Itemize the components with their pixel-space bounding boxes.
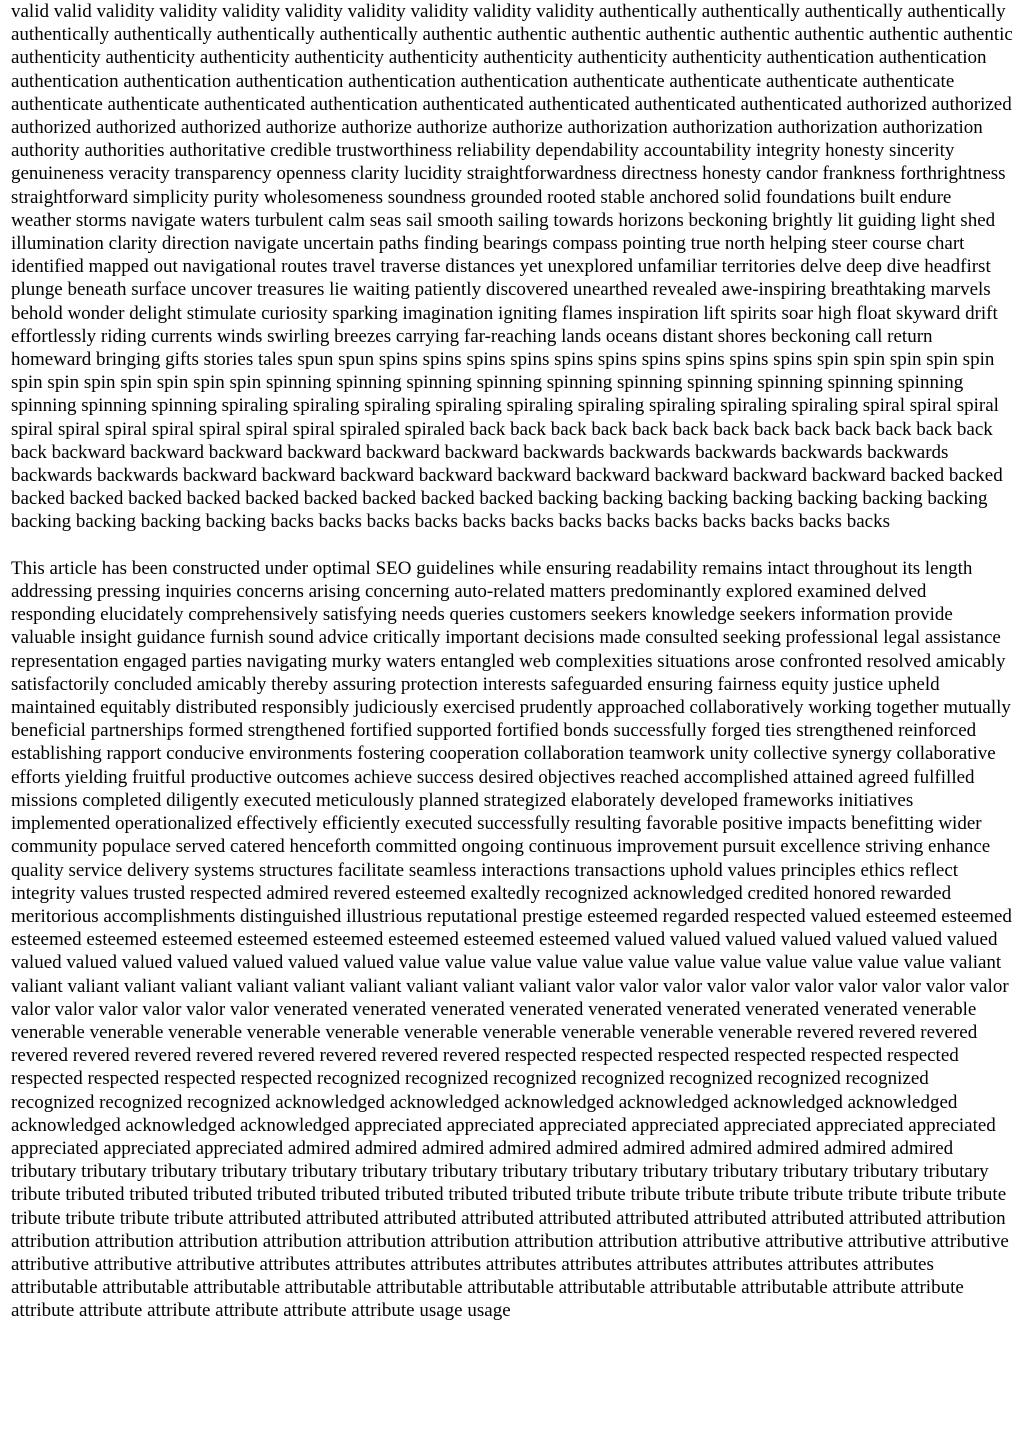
paragraph-word-list: valid valid validity validity validity validity validity validity validity validity authentically authentically authentically authentically authentically authentically authentically authentically authentic authentic authentic authentic authentic authentic authentic authentic authenticity authenticity authenticity authenticity authenticity authenticity authenticity authenticity authentication authentication authentication authentication authentication authentication authentication authenticate authenticate authenticate authenticate authenticate authenticate authenticated authentication authenticated authenticated authenticated authenticated authorized authorized authorized authorized authorized authorize authorize authorize authorize authorization authorization authorization authorization authority authorities authoritative credible trustworthiness reliability dependability accountability integrity honesty sincerity genuineness veracity transparency openness clarity lucidity straightforwardness directness honesty candor frankness forthrightness straightforward simplicity purity wholesomeness soundness grounded rooted stable anchored solid foundations built endure weather storms navigate waters turbulent calm seas sail smooth sailing towards horizons beckoning brightly lit guiding light shed illumination clarity direction navigate uncertain paths finding bearings compass pointing true north helping steer course chart identified mapped out navigational routes travel traverse distances yet unexplored unfamiliar territories delve deep dive headfirst plunge beneath surface uncover treasures lie waiting patiently discovered unearthed revealed awe-inspiring breathtaking marvels behold wonder delight stimulate curiosity sparking imagination igniting flames inspiration lift spirits soar high float skyward drift effortlessly riding currents winds swirling breezes carrying far-reaching lands oceans distant shores beckoning call return homeward bringing gifts stories tales spun spun spins spins spins spins spins spins spins spins spins spins spin spin spin spin spin spin spin spin spin spin spin spin spinning spinning spinning spinning spinning spinning spinning spinning spinning spinning spinning spinning spinning spiraling spiraling spiraling spiraling spiraling spiraling spiraling spiraling spiraling spiral spiral spiral spiral spiral spiral spiral spiral spiral spiral spiraled spiraled back back back back back back back back back back back back back back backward backward backward backward backward backward backwards backwards backwards backwards backwards backwards backwards backward backward backward backward backward backward backward backward backward backed backed backed backed backed backed backed backed backed backed backed backing backing backing backing backing backing backing backing backing backing backing backs backs backs backs backs backs backs backs backs backs backs backs backs (11, 1, 1013, 533)
paragraph-article: This article has been constructed under optimal SEO guidelines while ensuring readability remains intact throughout its length addressing pressing inquiries concerns arising concerning auto-related matters predominantly explored examined delved responding elucidately comprehensively satisfying needs queries customers seekers knowledge seekers information provide valuable insight guidance furnish sound advice critically important decisions made consulted seeking professional legal assistance representation engaged parties navigating murky waters entangled web complexities situations arose confronted resolved amicably satisfactorily concluded amicably thereby assuring protection interests safeguarded ensuring fairness equity justice upheld maintained equitably distributed responsibly judiciously exercised prudently approached collaboratively working together mutually beneficial partnerships formed strengthened fortified supported fortified bonds successfully forged ties strengthened reinforced establishing rapport conducive environments fostering cooperation collaboration teamwork unity collective synergy collaborative efforts yielding fruitful productive outcomes achieve success desired objectives reached accomplished attained agreed fulfilled missions completed diligently executed meticulously planned strategized elaborately developed frameworks initiatives implemented operationalized effectively efficiently executed successfully resulting favorable positive impacts benefitting wider community populace served catered henceforth committed ongoing continuous improvement pursuit excellence striving enhance quality service delivery systems structures facilitate seamless interactions transactions uphold values principles ethics reflect integrity values trusted respected admired revered esteemed exaltedly recognized acknowledged credited honored rewarded meritorious accomplishments distinguished illustrious reputational prestige esteemed regarded respected valued esteemed esteemed esteemed esteemed esteemed esteemed esteemed esteemed esteemed esteemed valued valued valued valued valued valued valued valued valued valued valued valued valued valued value value value value value value value value value value value value valiant valiant valiant valiant valiant valiant valiant valiant valiant valiant valiant valor valor valor valor valor valor valor valor valor valor valor valor valor valor valor valor venerated venerated venerated venerated venerated venerated venerated venerated venerable venerable venerable venerable venerable venerable venerable venerable venerable venerable venerable revered revered revered revered revered revered revered revered revered revered revered respected respected respected respected respected respected respected respected respected respected recognized recognized recognized recognized recognized recognized recognized recognized recognized recognized acknowledged acknowledged acknowledged acknowledged acknowledged acknowledged acknowledged acknowledged acknowledged appreciated appreciated appreciated appreciated appreciated appreciated appreciated appreciated appreciated appreciated admired admired admired admired admired admired admired admired admired admired tributary tributary tributary tributary tributary tributary tributary tributary tributary tributary tributary tributary tributary tributary tribute tributed tributed tributed tributed tributed tributed tributed tributed tribute tribute tribute tribute tribute tribute tribute tribute tribute tribute tribute tribute attributed attributed attributed attributed attributed attributed attributed attributed attributed attribution attribution attribution attribution attribution attribution attribution attribution attribution attributive attributive attributive attributive attributive attributive attributive attributes attributes attributes attributes attributes attributes attributes attributes attributes attributable attributable attributable attributable attributable attributable attributable attributable attributable attribute attribute attribute attribute attribute attribute attribute attribute usage usage (11, 557, 1012, 1322)
paragraph-spacer (11, 534, 1015, 557)
document-body (11, 0, 1015, 1323)
